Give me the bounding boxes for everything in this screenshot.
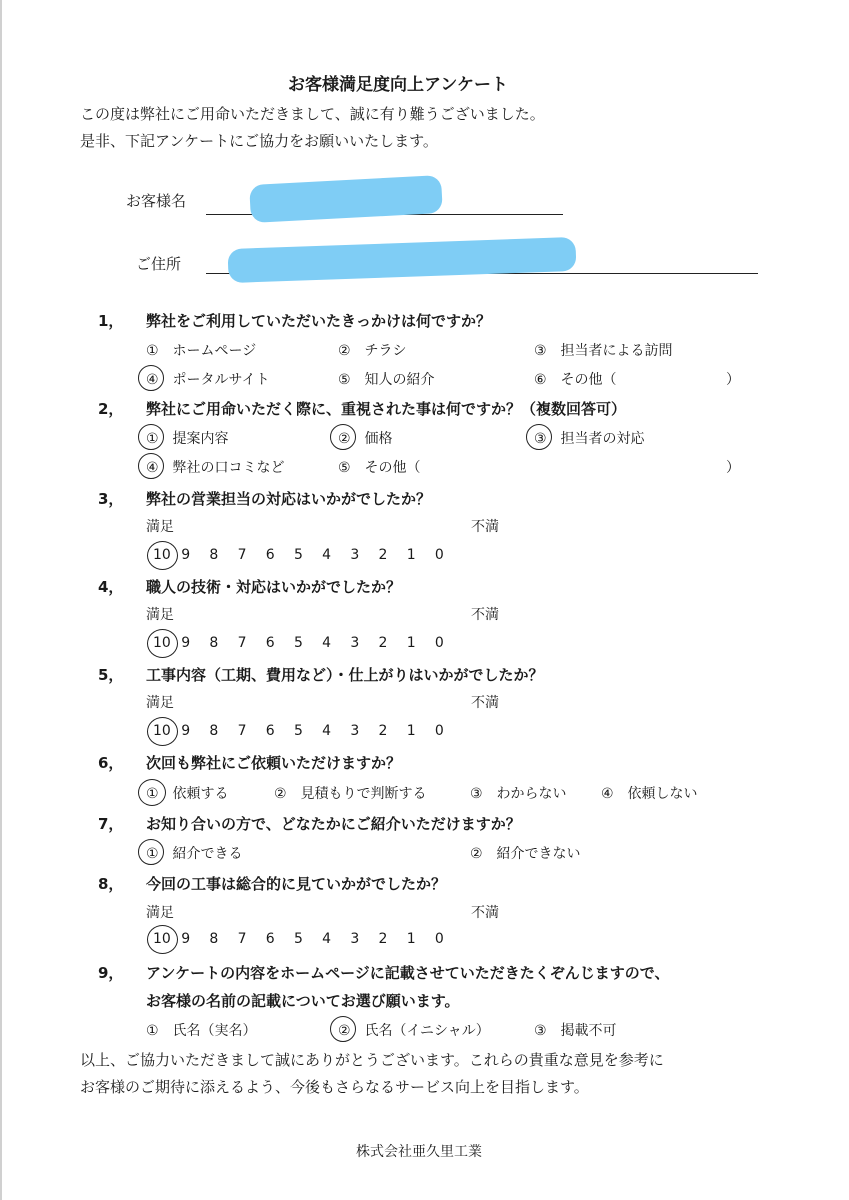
q9-option-2: ② 氏名（イニシャル） — [338, 1023, 490, 1039]
q6-answer-circle — [138, 779, 166, 806]
q3-answer-circle — [147, 541, 178, 570]
q2-answer-circle-1 — [138, 424, 164, 450]
q4-satisfied-label: 満足 — [146, 607, 174, 623]
q4-rating-2: 2 — [378, 635, 388, 651]
q8-rating-8: 8 — [209, 931, 219, 947]
q1-text: 弊社をご利用していただいたきっかけは何ですか？ — [146, 312, 492, 330]
q2-option-3: ③ 担当者の対応 — [534, 431, 645, 447]
q3-unsatisfied-label: 不満 — [471, 519, 499, 535]
q6-option-4: ④ 依頼しない — [601, 786, 698, 802]
q3-rating-8: 8 — [209, 547, 219, 563]
closing-line-2: お客様のご期待に添えるよう、今後もさらなるサービス向上を目指します。 — [80, 1078, 589, 1096]
q2-option-4: ④ 弊社の口コミなど — [146, 460, 285, 476]
q4-text: 職人の技術・対応はいかがでしたか？ — [146, 578, 402, 596]
q9-answer-circle — [330, 1016, 356, 1042]
q3-satisfied-label: 満足 — [146, 519, 174, 535]
address-label: ご住所 — [136, 255, 182, 273]
q4-unsatisfied-label: 不満 — [471, 607, 499, 623]
q6-option-1: ① 依頼する — [146, 786, 229, 802]
q5-rating-8: 8 — [209, 723, 219, 739]
q4-rating-scale — [153, 635, 463, 651]
q2-number: 2， — [98, 400, 124, 418]
q3-rating-6: 6 — [265, 547, 275, 563]
q1-option-1: ① ホームページ — [146, 343, 257, 359]
q2-answer-circle-3 — [526, 424, 552, 450]
q8-answer-circle — [147, 925, 178, 954]
q2-text: 弊社にご用命いただく際に、重視された事は何ですか？（複数回答可） — [146, 400, 627, 418]
q7-option-2: ② 紹介できない — [470, 846, 581, 862]
q4-answer-circle — [147, 629, 178, 658]
q8-rating-7: 7 — [237, 931, 247, 947]
q6-text: 次回も弊社にご依頼いただけますか？ — [146, 754, 402, 772]
q9-number: 9， — [98, 964, 124, 982]
q8-rating-5: 5 — [293, 931, 303, 947]
q3-rating-0: 0 — [434, 547, 444, 563]
q5-rating-7: 7 — [237, 723, 247, 739]
q3-rating-7: 7 — [237, 547, 247, 563]
q3-rating-9: 9 — [181, 547, 191, 563]
q3-rating-2: 2 — [378, 547, 388, 563]
q2-answer-circle-2 — [330, 424, 356, 450]
q3-rating-1: 1 — [406, 547, 416, 563]
q3-text: 弊社の営業担当の対応はいかがでしたか？ — [146, 490, 432, 508]
q5-rating-10: 10 — [153, 723, 171, 739]
q1-number: 1， — [98, 312, 124, 330]
q8-number: 8， — [98, 875, 124, 893]
q5-satisfied-label: 満足 — [146, 695, 174, 711]
q7-option-1: ① 紹介できる — [146, 846, 243, 862]
q5-number: 5， — [98, 666, 124, 684]
q4-rating-10: 10 — [153, 635, 171, 651]
q1-option-6-close: ） — [726, 372, 740, 388]
q9-option-1: ① 氏名（実名） — [146, 1023, 257, 1039]
q8-rating-scale — [153, 931, 463, 947]
q1-answer-circle — [138, 365, 164, 391]
q2-option-5-close: ） — [726, 460, 740, 476]
q2-option-2: ② 価格 — [338, 431, 393, 447]
q5-rating-9: 9 — [181, 723, 191, 739]
q7-text: お知り合いの方で、どなたかにご紹介いただけますか？ — [146, 815, 521, 833]
q9-text-line-1: アンケートの内容をホームページに記載させていただきたくぞんじますので、 — [146, 964, 670, 982]
q6-option-3: ③ わからない — [470, 786, 567, 802]
q6-option-2: ② 見積もりで判断する — [274, 786, 427, 802]
q8-rating-2: 2 — [378, 931, 388, 947]
scan-edge — [0, 0, 2, 1200]
q8-rating-10: 10 — [153, 931, 171, 947]
company-name: 株式会社亜久里工業 — [356, 1144, 482, 1160]
q5-rating-3: 3 — [350, 723, 360, 739]
customer-name-label: お客様名 — [126, 192, 187, 210]
q8-text: 今回の工事は総合的に見ていかがでしたか？ — [146, 875, 447, 893]
q4-rating-6: 6 — [265, 635, 275, 651]
q5-rating-0: 0 — [434, 723, 444, 739]
q5-answer-circle — [147, 717, 178, 746]
q1-option-3: ③ 担当者による訪問 — [534, 343, 673, 359]
q7-number: 7， — [98, 815, 124, 833]
q1-option-2: ② チラシ — [338, 343, 407, 359]
q3-rating-10: 10 — [153, 547, 171, 563]
q8-rating-1: 1 — [406, 931, 416, 947]
q1-option-6: ⑥ その他（ — [534, 372, 617, 388]
q8-rating-9: 9 — [181, 931, 191, 947]
q5-rating-5: 5 — [293, 723, 303, 739]
q3-rating-5: 5 — [293, 547, 303, 563]
q8-rating-3: 3 — [350, 931, 360, 947]
q8-rating-0: 0 — [434, 931, 444, 947]
q4-number: 4， — [98, 578, 124, 596]
q3-rating-3: 3 — [350, 547, 360, 563]
q8-unsatisfied-label: 不満 — [471, 905, 499, 921]
q8-rating-6: 6 — [265, 931, 275, 947]
q1-option-5: ⑤ 知人の紹介 — [338, 372, 435, 388]
q6-number: 6， — [98, 754, 124, 772]
intro-line-2: 是非、下記アンケートにご協力をお願いいたします。 — [80, 132, 438, 150]
q4-rating-0: 0 — [434, 635, 444, 651]
q8-rating-4: 4 — [322, 931, 332, 947]
q4-rating-7: 7 — [237, 635, 247, 651]
q4-rating-1: 1 — [406, 635, 416, 651]
q3-rating-scale — [153, 547, 463, 563]
q4-rating-9: 9 — [181, 635, 191, 651]
q4-rating-4: 4 — [322, 635, 332, 651]
q9-option-3: ③ 掲載不可 — [534, 1023, 617, 1039]
page-title: お客様満足度向上アンケート — [288, 75, 508, 95]
q2-option-1: ① 提案内容 — [146, 431, 229, 447]
q4-rating-8: 8 — [209, 635, 219, 651]
closing-line-1: 以上、ご協力いただきまして誠にありがとうございます。これらの貴重な意見を参考に — [80, 1051, 664, 1069]
q5-unsatisfied-label: 不満 — [471, 695, 499, 711]
q4-rating-5: 5 — [293, 635, 303, 651]
q2-answer-circle-4 — [138, 453, 164, 479]
q7-answer-circle — [138, 839, 164, 865]
intro-line-1: この度は弊社にご用命いただきまして、誠に有り難うございました。 — [80, 105, 545, 123]
q9-text-line-2: お客様の名前の記載についてお選び願います。 — [146, 992, 460, 1010]
q3-number: 3， — [98, 490, 124, 508]
q5-text: 工事内容（工期、費用など）・仕上がりはいかがでしたか？ — [146, 666, 544, 684]
customer-name-redaction — [249, 175, 443, 223]
q5-rating-scale — [153, 723, 463, 739]
q1-option-4: ④ ポータルサイト — [146, 372, 270, 388]
q3-rating-4: 4 — [322, 547, 332, 563]
q5-rating-2: 2 — [378, 723, 388, 739]
q5-rating-4: 4 — [322, 723, 332, 739]
address-redaction — [228, 237, 577, 283]
q5-rating-1: 1 — [406, 723, 416, 739]
q2-option-5: ⑤ その他（ — [338, 460, 421, 476]
q4-rating-3: 3 — [350, 635, 360, 651]
q8-satisfied-label: 満足 — [146, 905, 174, 921]
q5-rating-6: 6 — [265, 723, 275, 739]
